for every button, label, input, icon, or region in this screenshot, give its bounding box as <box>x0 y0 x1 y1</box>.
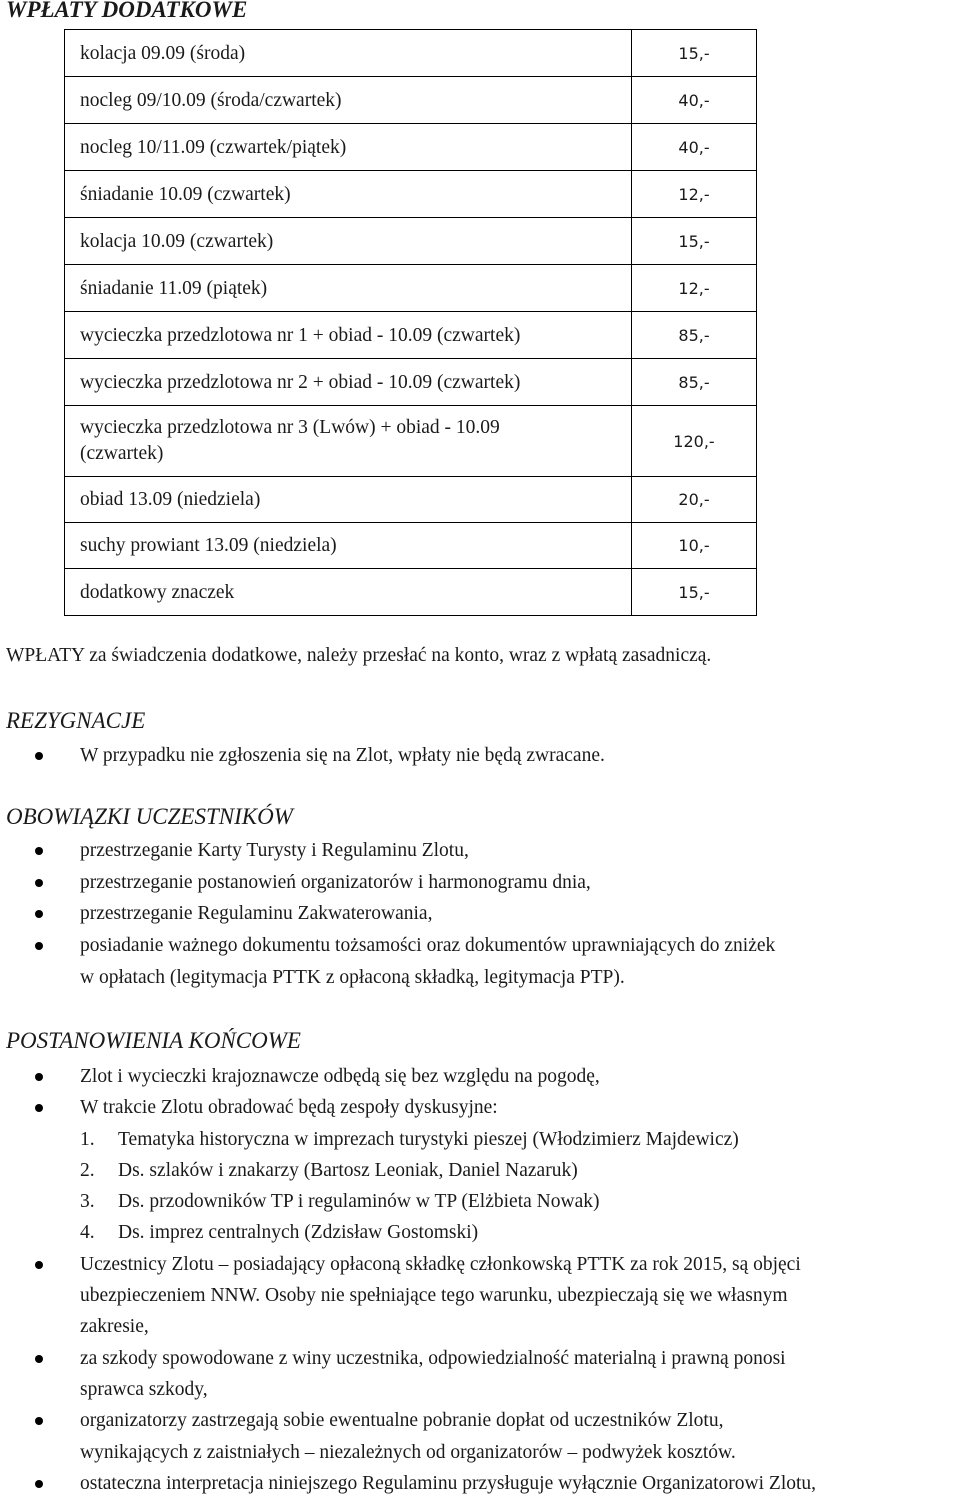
obowiazki-list <box>0 835 960 994</box>
table-row <box>65 359 757 406</box>
list-item <box>0 930 960 962</box>
list-item-text: Zlot i wycieczki krajoznawcze odbędą się bez względu na pogodę, <box>80 1066 600 1087</box>
fee-price: 12,- <box>632 171 757 218</box>
list-item-line: zakresie, <box>80 1316 149 1338</box>
bullet-icon <box>35 1073 43 1081</box>
section-title-rezygnacje: REZYGNACJE <box>6 708 146 733</box>
fee-description-line: wycieczka przedzlotowa nr 3 (Lwów) + obiad - 10.09 <box>80 417 500 438</box>
fee-price: 15,- <box>632 218 757 265</box>
numbered-item-text: Ds. imprez centralnych (Zdzisław Gostomski) <box>118 1222 479 1244</box>
list-item <box>0 740 960 772</box>
fee-price: 85,- <box>632 312 757 359</box>
fee-price: 85,- <box>632 359 757 406</box>
bullet-icon <box>35 1355 43 1363</box>
numbered-item-text: Ds. przodowników TP i regulaminów w TP (Elżbieta Nowak) <box>118 1191 600 1213</box>
table-row <box>65 406 757 477</box>
table-row <box>65 77 757 124</box>
fee-price: 15,- <box>632 30 757 77</box>
fee-description: nocleg 10/11.09 (czwartek/piątek) <box>65 124 632 171</box>
section-title-postanowienia: POSTANOWIENIA KOŃCOWE <box>6 1028 301 1053</box>
list-item-line: Uczestnicy Zlotu – posiadający opłaconą składkę członkowską PTTK za rok 2015, są objęci <box>80 1253 801 1275</box>
fee-description: kolacja 09.09 (środa) <box>65 30 632 77</box>
fee-price: 15,- <box>632 569 757 616</box>
numbered-item-text: Ds. szlaków i znakarzy (Bartosz Leoniak, Daniel Nazaruk) <box>118 1159 578 1181</box>
table-row <box>65 312 757 359</box>
list-item-line: za szkody spowodowane z winy uczestnika, odpowiedzialność materialną i prawną ponosi <box>80 1347 786 1369</box>
bullet-icon <box>35 1104 43 1112</box>
fee-price: 20,- <box>632 477 757 523</box>
item-number: 2. <box>80 1159 95 1181</box>
table-row <box>65 265 757 312</box>
list-item <box>0 867 960 899</box>
bullet-icon <box>35 879 43 887</box>
list-item-text: W trakcie Zlotu obradować będą zespoły dyskusyjne: <box>80 1097 498 1119</box>
list-item <box>0 1092 960 1123</box>
list-item-line: wynikających z zaistniałych – niezależnych od organizatorów – podwyżek kosztów. <box>80 1441 736 1463</box>
list-item-text: posiadanie ważnego dokumentu tożsamości oraz dokumentów uprawniających do zniżek <box>80 935 776 957</box>
table-row <box>65 218 757 265</box>
list-item-text: przestrzeganie postanowień organizatorów i harmonogramu dnia, <box>80 871 591 893</box>
section-title-obowiazki: OBOWIĄZKI UCZESTNIKÓW <box>6 804 293 829</box>
list-item-continuation <box>0 962 960 994</box>
table-row <box>65 569 757 616</box>
table-row <box>65 171 757 218</box>
list-item <box>0 1405 960 1468</box>
list-item <box>0 1468 960 1499</box>
table-row <box>65 124 757 171</box>
numbered-item <box>0 1217 960 1248</box>
numbered-item <box>0 1155 960 1186</box>
item-number: 1. <box>80 1128 95 1150</box>
numbered-item-text: Tematyka historyczna w imprezach turystyki pieszej (Włodzimierz Majdewicz) <box>118 1128 739 1150</box>
list-item <box>0 835 960 867</box>
payment-note: WPŁATY za świadczenia dodatkowe, należy przesłać na konto, wraz z wpłatą zasadniczą. <box>6 645 712 666</box>
section-title-wplaty: WPŁATY DODATKOWE <box>6 0 248 22</box>
table-row <box>65 523 757 569</box>
bullet-icon <box>35 942 43 950</box>
bullet-icon <box>35 910 43 918</box>
bullet-icon <box>35 752 43 760</box>
fee-description: suchy prowiant 13.09 (niedziela) <box>65 523 632 569</box>
table-row <box>65 477 757 523</box>
list-item-text: przestrzeganie Karty Turysty i Regulaminu Zlotu, <box>80 840 469 861</box>
list-item-line: organizatorzy zastrzegają sobie ewentualne pobranie dopłat od uczestników Zlotu, <box>80 1410 724 1432</box>
fee-description: śniadanie 11.09 (piątek) <box>65 265 632 312</box>
list-item <box>0 1061 960 1092</box>
fee-description-line: (czwartek) <box>80 443 164 464</box>
numbered-item <box>0 1186 960 1217</box>
list-item-text: ostateczna interpretacja niniejszego Regulaminu przysługuje wyłącznie Organizatorowi Zlotu, <box>80 1472 817 1494</box>
item-number: 3. <box>80 1191 95 1213</box>
fee-price: 40,- <box>632 77 757 124</box>
list-item-line: ubezpieczeniem NNW. Osoby nie spełniające tego warunku, ubezpieczają się we własnym <box>80 1285 788 1307</box>
fee-description: wycieczka przedzlotowa nr 2 + obiad - 10.09 (czwartek) <box>65 359 632 406</box>
bullet-icon <box>35 1261 43 1269</box>
bullet-icon <box>35 847 43 855</box>
fee-description: wycieczka przedzlotowa nr 1 + obiad - 10.09 (czwartek) <box>65 312 632 359</box>
item-number: 4. <box>80 1222 95 1244</box>
list-item <box>0 1343 960 1406</box>
fee-description: śniadanie 10.09 (czwartek) <box>65 171 632 218</box>
bullet-icon <box>35 1480 43 1488</box>
list-item-text: w opłatach (legitymacja PTTK z opłaconą składką, legitymacja PTP). <box>80 966 625 988</box>
list-item-line: sprawca szkody, <box>80 1378 208 1400</box>
list-item <box>0 1249 960 1343</box>
fee-description: nocleg 09/10.09 (środa/czwartek) <box>65 77 632 124</box>
fee-price: 120,- <box>632 406 757 477</box>
fee-description: kolacja 10.09 (czwartek) <box>65 218 632 265</box>
list-item-text: W przypadku nie zgłoszenia się na Zlot, wpłaty nie będą zwracane. <box>80 745 605 766</box>
list-item <box>0 898 960 930</box>
fee-description: obiad 13.09 (niedziela) <box>65 477 632 523</box>
rezygnacje-list <box>0 740 960 772</box>
postanowienia-list <box>0 1061 960 1499</box>
list-item-text: przestrzeganie Regulaminu Zakwaterowania, <box>80 903 433 925</box>
numbered-item <box>0 1124 960 1155</box>
bullet-icon <box>35 1417 43 1425</box>
fees-table <box>64 29 757 616</box>
fee-price: 10,- <box>632 523 757 569</box>
fee-description <box>65 406 632 477</box>
fee-price: 40,- <box>632 124 757 171</box>
table-row <box>65 30 757 77</box>
fee-price: 12,- <box>632 265 757 312</box>
fee-description: dodatkowy znaczek <box>65 569 632 616</box>
